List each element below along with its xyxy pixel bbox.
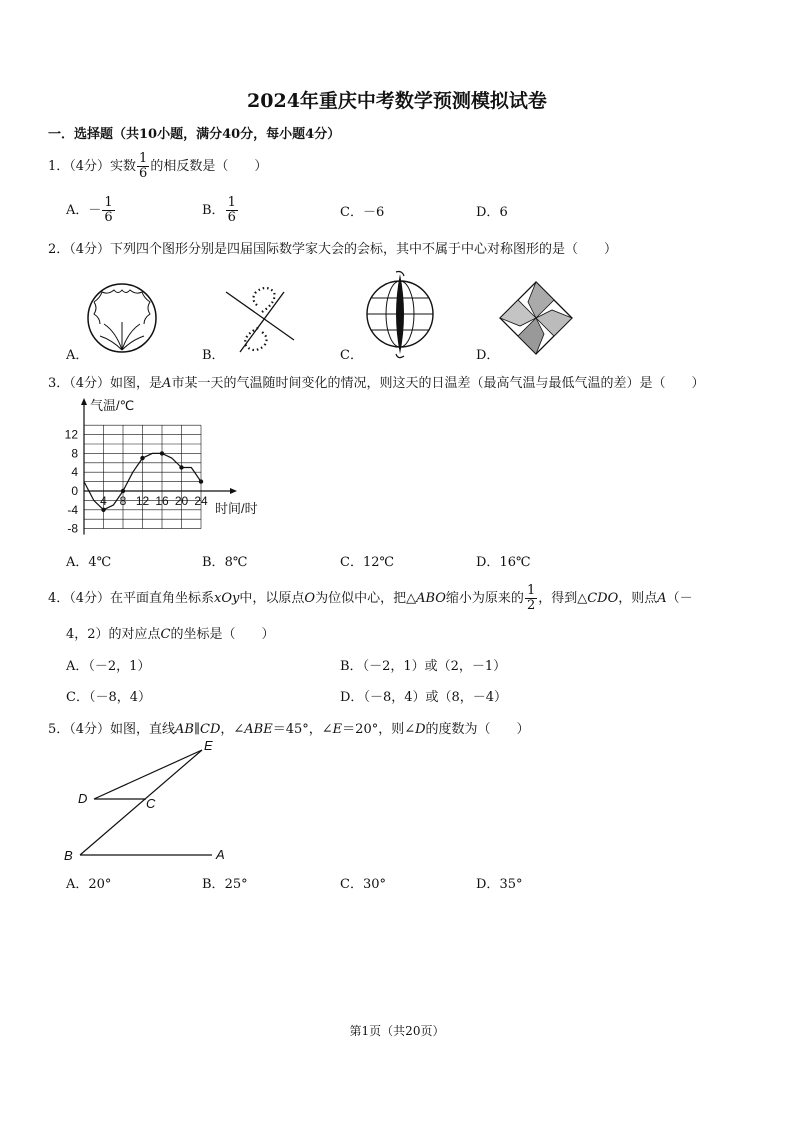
q1-frac-den: 6 (139, 166, 148, 181)
temperature-line-chart (58, 396, 288, 546)
q1-option-d (476, 201, 508, 220)
q5-option-a (66, 873, 111, 892)
x-tick-label: 12 (135, 494, 150, 508)
label-a: A (216, 847, 225, 862)
q4-line2-post: 的坐标是（ ） (170, 627, 275, 642)
question-2-stem: 2．（4分）下列四个图形分别是四届国际数学家大会的会标，其中不属于中心对称图形的是（ ） (48, 242, 618, 257)
page-title: 2024年重庆中考数学预测模拟试卷 (247, 90, 547, 112)
q4-var2: O (304, 591, 316, 606)
q4-option-a-text: （－2，1） (88, 659, 151, 674)
q4-var4: CDO (587, 591, 619, 606)
q1-option-a-frac (102, 196, 114, 225)
q4-line1-mid3: 缩小为原来的 (445, 591, 524, 606)
q3-option-b-label: B． (202, 555, 225, 570)
x-axis-arrow (230, 488, 237, 494)
q3-option-b (202, 551, 247, 570)
q4-line1-end: （－ (666, 591, 693, 606)
q1-frac-num: 1 (139, 151, 148, 166)
q5-stem-mid1: ∥ (194, 722, 201, 737)
q4-option-d-label: D． (340, 690, 364, 705)
q3-option-a (66, 551, 111, 570)
series-point (101, 508, 105, 512)
q4-option-c (66, 686, 151, 705)
q1-option-a-den: 6 (104, 210, 113, 225)
question-4-stem-line1 (48, 584, 693, 613)
series-point (179, 465, 183, 469)
q5-option-b-label: B． (202, 877, 225, 892)
q5-option-b-text: 25° (224, 877, 248, 892)
q2-figure-d (498, 280, 574, 360)
q5-stem-mid4: ＝20°，则∠ (342, 722, 416, 737)
q1-option-a-num: 1 (104, 195, 113, 210)
q5-option-a-text: 20° (88, 877, 112, 892)
x-tick-label: 8 (119, 494, 127, 508)
q5-var4: E (332, 722, 343, 737)
question-1-stem (48, 152, 267, 181)
chart-grid (84, 425, 201, 528)
chart-axes (81, 398, 237, 535)
q4-option-c-label: C． (66, 690, 89, 705)
q2-option-d-label: D． (476, 348, 500, 363)
x-tick-label: 24 (194, 494, 208, 508)
q1-option-b-label: B． (202, 203, 225, 218)
y-tick-label: 4 (71, 465, 78, 480)
y-axis-arrow (81, 398, 87, 405)
q1-option-a-label: A． (66, 203, 89, 218)
q5-option-d-text: 35° (499, 877, 523, 892)
q3-option-c (340, 551, 394, 570)
q1-stem-post: 的相反数是（ ） (150, 159, 268, 174)
q4-option-a (66, 655, 150, 674)
q4-line1-post2: ，则点 (618, 591, 658, 606)
label-d: D (78, 791, 88, 806)
q4-frac-den: 2 (526, 598, 536, 613)
q3-temperature-chart (58, 396, 288, 550)
q1-option-d-label: D． (476, 205, 500, 220)
q1-fraction (137, 152, 149, 181)
q5-var2: CD (200, 722, 221, 737)
q4-line2-pre: 4，2）的对应点 (66, 627, 161, 642)
line-de (94, 750, 202, 799)
question-5-stem (48, 718, 530, 737)
chart-tick-labels (65, 398, 258, 536)
y-tick-label: 0 (71, 484, 78, 498)
series-point (140, 456, 144, 460)
x-tick-label: 20 (174, 494, 189, 508)
q4-var5: A (657, 591, 667, 606)
page-footer: 第1页（共20页） (349, 1024, 445, 1038)
q3-option-d (476, 551, 531, 570)
series-point (121, 489, 125, 493)
line-be (80, 750, 202, 855)
q4-option-a-label: A． (66, 659, 89, 674)
q2-figure-a (86, 282, 158, 358)
q1-option-c (340, 201, 384, 220)
q1-option-d-text: 6 (499, 205, 508, 220)
parallel-lines-figure (60, 738, 240, 868)
label-b: B (64, 848, 73, 863)
q3-stem-pre: 3．（4分）如图，是 (48, 376, 163, 391)
pinwheel-square-emblem-icon (498, 280, 574, 356)
q5-option-b (202, 873, 248, 892)
q4-option-b-label: B． (340, 659, 363, 674)
q4-line1-mid2: 为位似中心，把△ (315, 591, 417, 606)
label-c: C (146, 796, 156, 811)
q3-option-a-text: 4℃ (88, 555, 112, 570)
q5-var1: AB (175, 722, 194, 737)
q1-option-a-sign: － (88, 203, 102, 218)
q5-stem-post: 的度数为（ ） (425, 722, 530, 737)
q4-line1-post: ，得到△ (538, 591, 588, 606)
q1-option-b-num: 1 (227, 195, 236, 210)
series-point (160, 451, 164, 455)
q3-option-d-label: D． (476, 555, 500, 570)
x-axis-label: 时间/时 (215, 501, 258, 516)
q2-option-c-label: C． (340, 348, 363, 363)
q4-option-b-text: （－2，1）或（2，－1） (362, 659, 507, 674)
q3-option-c-label: C． (340, 555, 363, 570)
q5-var5: D (415, 722, 426, 737)
q3-option-b-text: 8℃ (224, 555, 248, 570)
q5-option-c (340, 873, 386, 892)
q4-frac-num: 1 (526, 583, 536, 598)
q1-option-a (66, 196, 116, 225)
q5-var3: ABE (244, 722, 273, 737)
q1-option-b (202, 196, 239, 225)
q4-option-b (340, 655, 506, 674)
q4-option-d (340, 686, 507, 705)
y-tick-label: 8 (71, 446, 78, 461)
q1-option-b-den: 6 (227, 210, 236, 225)
q5-stem-mid2: ，∠ (220, 722, 245, 737)
q4-fraction (525, 584, 537, 613)
y-tick-label: -4 (67, 502, 78, 517)
q3-option-c-text: 12℃ (362, 555, 395, 570)
q4-var6: C (160, 627, 171, 642)
q4-line1-mid: 中，以原点 (239, 591, 305, 606)
q2-figure-b (222, 282, 298, 362)
q4-option-c-text: （－8，4） (88, 690, 151, 705)
circle-arcs-emblem-icon (86, 282, 158, 354)
q4-option-d-text: （－8，4）或（8，－4） (363, 690, 508, 705)
q5-option-d-label: D． (476, 877, 500, 892)
q5-geometry-figure (60, 738, 240, 872)
question-4-stem-line2 (66, 623, 275, 642)
q1-stem-pre: 1．（4分）实数 (48, 159, 137, 174)
q2-option-b-label: B． (202, 348, 225, 363)
dotted-spiral-emblem-icon (222, 282, 298, 358)
x-tick-label: 16 (155, 494, 169, 508)
q5-stem-pre: 5．（4分）如图，直线 (48, 722, 176, 737)
globe-emblem-icon (362, 270, 438, 360)
q2-option-a-label: A． (66, 348, 89, 363)
q5-option-d (476, 873, 522, 892)
question-3-stem (48, 372, 704, 391)
q1-option-b-frac (226, 196, 238, 225)
q5-stem-mid3: ＝45°，∠ (272, 722, 333, 737)
q4-var1: xOy (214, 591, 240, 606)
q5-option-c-text: 30° (362, 877, 386, 892)
q5-option-a-label: A． (66, 877, 89, 892)
q4-var3: ABO (416, 591, 446, 606)
label-e: E (204, 738, 213, 753)
q4-line1-pre: 4．（4分）在平面直角坐标系 (48, 591, 215, 606)
q5-option-c-label: C． (340, 877, 363, 892)
series-point (199, 479, 203, 483)
y-tick-label: 12 (64, 427, 78, 442)
q3-option-a-label: A． (66, 555, 89, 570)
q1-option-c-text: －6 (362, 205, 385, 220)
q3-option-d-text: 16℃ (499, 555, 531, 570)
q3-stem-post: 市某一天的气温随时间变化的情况，则这天的日温差（最高气温与最低气温的差）是（ ） (171, 376, 705, 391)
q1-option-c-label: C． (340, 205, 363, 220)
x-tick-label: 4 (100, 494, 107, 508)
y-tick-label: -8 (67, 521, 78, 536)
q2-figure-c (362, 270, 438, 364)
section-heading: 一．选择题（共10小题，满分40分，每小题4分） (48, 127, 341, 142)
q3-var: A (162, 376, 172, 391)
y-axis-label: 气温/℃ (90, 398, 135, 413)
